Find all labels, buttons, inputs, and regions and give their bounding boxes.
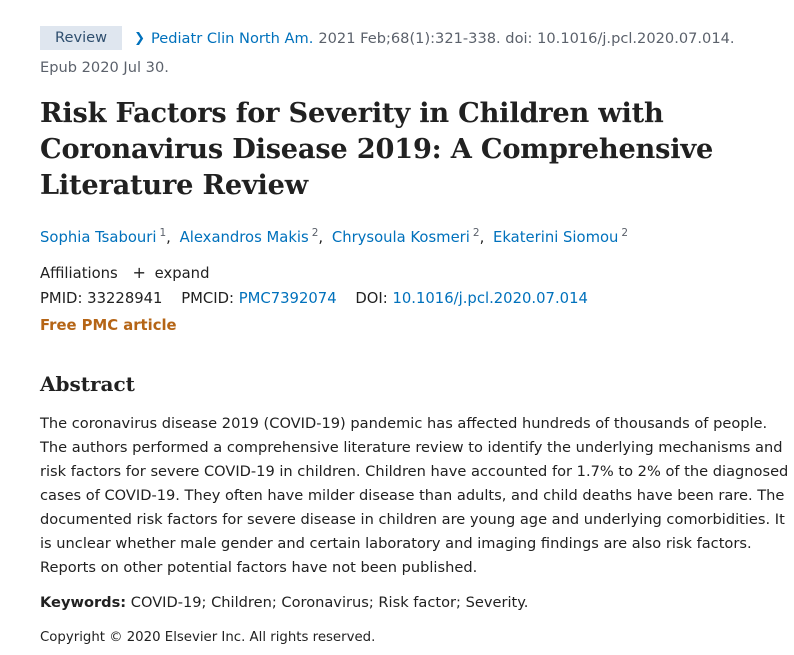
author-link[interactable]: Alexandros Makis: [179, 229, 309, 246]
author-separator: ,: [166, 229, 171, 246]
doi-link[interactable]: 10.1016/j.pcl.2020.07.014: [392, 290, 588, 307]
pmcid-link[interactable]: PMC7392074: [238, 290, 337, 307]
free-pmc-article-link[interactable]: Free PMC article: [40, 317, 177, 334]
doi-label: DOI:: [355, 290, 388, 307]
author-separator: ,: [318, 229, 324, 246]
plus-icon: +: [132, 263, 146, 282]
abstract-line: The coronavirus disease 2019 (COVID-19) pandemic has affected hundreds of thousands of people.: [40, 415, 768, 432]
author-link[interactable]: Chrysoula Kosmeri: [331, 229, 470, 246]
abstract-text: [40, 412, 789, 580]
author-separator: ,: [479, 229, 485, 246]
affiliation-marker[interactable]: 2: [472, 227, 480, 239]
affiliations-toggle[interactable]: [40, 263, 209, 282]
article-title: [40, 95, 760, 203]
affiliation-marker[interactable]: 2: [621, 227, 629, 239]
author-link[interactable]: Ekaterini Siomou: [493, 229, 619, 246]
title-line: Literature Review: [40, 169, 308, 201]
abstract-line: The authors performed a comprehensive literature review to identify the underlying mechanisms and: [40, 439, 783, 456]
abstract-line: documented risk factors for severe disease in children are young age and underlying comorbidities. It: [40, 511, 785, 528]
affiliation-marker[interactable]: 2: [311, 227, 319, 239]
keywords-label: Keywords:: [40, 594, 127, 611]
journal-link[interactable]: Pediatr Clin North Am.: [150, 29, 314, 47]
copyright-notice: Copyright © 2020 Elsevier Inc. All rights reserved.: [40, 630, 376, 645]
affiliation-marker[interactable]: 1: [159, 227, 167, 239]
title-line: Coronavirus Disease 2019: A Comprehensive: [40, 133, 714, 165]
abstract-heading: Abstract: [40, 372, 135, 396]
pmcid-label: PMCID:: [181, 290, 234, 307]
authors-list: [40, 227, 628, 246]
chevron-right-icon: ❯: [134, 30, 145, 46]
keywords-text: COVID-19; Children; Coronavirus; Risk factor; Severity.: [130, 594, 529, 611]
article-identifiers: [40, 290, 588, 307]
abstract-line: Reports on other potential factors have not been published.: [40, 559, 478, 576]
abstract-line: risk factors for severe COVID-19 in children. Children have accounted for 1.7% to 2% of the diagnosed: [40, 463, 789, 480]
affiliations-label: Affiliations: [40, 265, 118, 282]
expand-label: expand: [154, 265, 210, 282]
title-line: Risk Factors for Severity in Children with: [40, 97, 664, 129]
abstract-line: cases of COVID-19. They often have milder disease than adults, and child deaths have been rare. The: [40, 487, 785, 504]
citation-row: [40, 26, 735, 50]
epub-date: Epub 2020 Jul 30.: [40, 59, 169, 76]
article-type-badge: Review: [40, 26, 122, 50]
abstract-line: is unclear whether male gender and certain laboratory and imaging findings are also risk factors.: [40, 535, 752, 552]
citation-details: 2021 Feb;68(1):321-338. doi: 10.1016/j.pcl.2020.07.014.: [318, 29, 735, 47]
keywords: [40, 594, 528, 611]
pmid-value: 33228941: [87, 290, 163, 307]
pmid-label: PMID:: [40, 290, 83, 307]
author-link[interactable]: Sophia Tsabouri: [40, 229, 157, 246]
